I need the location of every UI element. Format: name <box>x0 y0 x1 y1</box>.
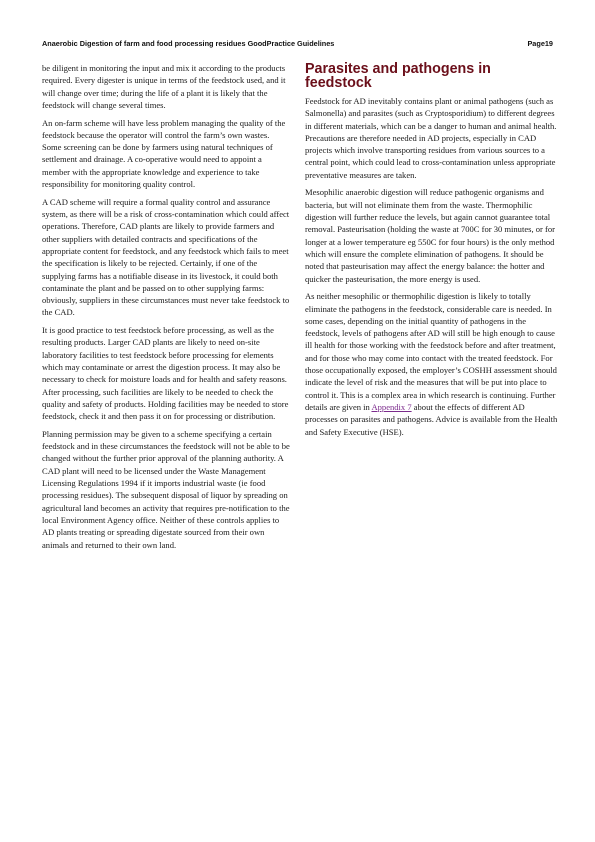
paragraph-text: As neither mesophilic or thermophilic digestion is likely to totally eliminate the pathogens in the feedstock, considerable care is needed. In some cases, depending on the initial quantity of pathogens in the feedstock, levels of pathogens after AD will still be high enough to cause ill health for those working with the feedstock before and after treatment, and for those who may come into contact with the treated feedstock. For those occupationally exposed, the employer’s COSHH assessment should indicate the level of risk and the measures that will be put into place to control it. This is a complex area in which research is continuing. Further details are given in <box>305 291 557 412</box>
paragraph: Planning permission may be given to a scheme specifying a certain feedstock and in these circumstances the feedstock will not be able to be changed without the further prior approval of the planning authority. A CAD plant will need to be licensed under the Waste Management Licensing Regulations 1994 if it imports industrial waste (ie food processing residues). The subsequent disposal of liquor by spreading on agricultural land becomes an activity that requires pre-notification to the local Environment Agency office. Neither of these controls applies to AD plants treating or spreading digestate sourced from their own animals and returned to their own land. <box>42 428 290 550</box>
left-column <box>42 62 290 556</box>
section-heading: Parasites and pathogens in feedstock <box>305 61 491 91</box>
paragraph-text: about the effects of different AD processes on parasites and pathogens. Advice is available from the Health and Safety Executive (HSE). <box>305 401 558 437</box>
page-header <box>42 37 553 49</box>
paragraph: Feedstock for AD inevitably contains plant or animal pathogens (such as Salmonella) and parasites (such as Cryptosporidium) to different degrees in different materials, which can be a danger to human and animal health. Precautions are therefore needed in AD projects, especially in CAD projects which involve transporting residues from various sources to a central point, which could lead to cross-contamination unless appropriate preventative measures are taken. <box>305 96 557 180</box>
right-column <box>305 62 559 443</box>
page-number: Page19 <box>527 38 553 48</box>
paragraph: A CAD scheme will require a formal quality control and assurance system, as there will be a risk of cross-contamination which could affect operations. Therefore, CAD plants are likely to provide farmers and other suppliers with detailed contracts and specifications of the appropriate content for feedstock, and any feedstock which fails to meet the specification is likely to be rejected. Certainly, if one of the supplying farms has a notifiable disease in its livestock, it could both contaminate the plant and be passed on to other supplying farms: obviously, suppliers in these circumstances must never take feedstock to the CAD. <box>42 196 290 318</box>
paragraph: Mesophilic anaerobic digestion will reduce pathogenic organisms and bacteria, but will not eliminate them from the waste. Thermophilic digestion will further reduce the levels, but again cannot guarantee total removal. Pasteurisation (holding the waste at 700C for 30 minutes, or for longer at a lower temperature eg 550C for four hours) is the only method which will ensure the complete elimination of pathogens. It should be noted that pasteurisation may affect the energy balance: the hotter and quicker the pasteurisation, the more energy is used. <box>305 187 555 284</box>
paragraph: be diligent in monitoring the input and mix it according to the products required. Every digester is unique in terms of the feedstock used, and it will change over time; during the life of a plant it is likely that the feedstock will change several times. <box>42 63 286 110</box>
paragraph <box>305 290 559 438</box>
appendix-7-link[interactable]: Appendix 7 <box>371 401 412 412</box>
paragraph: It is good practice to test feedstock before processing, as well as the resulting products. Larger CAD plants are likely to need on-site laboratory facilities to test feedstock before processing for elements which may contaminate or arrest the digestion process. It may also be necessary to check for moisture loads and for health and safety reasons. After processing, such facilities are likely to be needed to check the quality and safety of products. Holding facilities may be needed to store feedstock, check it and then pass it on for processing or distribution. <box>42 325 289 422</box>
paragraph: An on-farm scheme will have less problem managing the quality of the feedstock because the operator will control the farm’s own wastes. Some screening can be done by farmers using natural techniques of settlement and drainage. A co-operative would need to appoint a member with the appropriate knowledge and experience to take responsibility for monitoring quality control. <box>42 117 286 190</box>
document-title: Anaerobic Digestion of farm and food processing residues GoodPractice Guidelines <box>42 38 335 48</box>
